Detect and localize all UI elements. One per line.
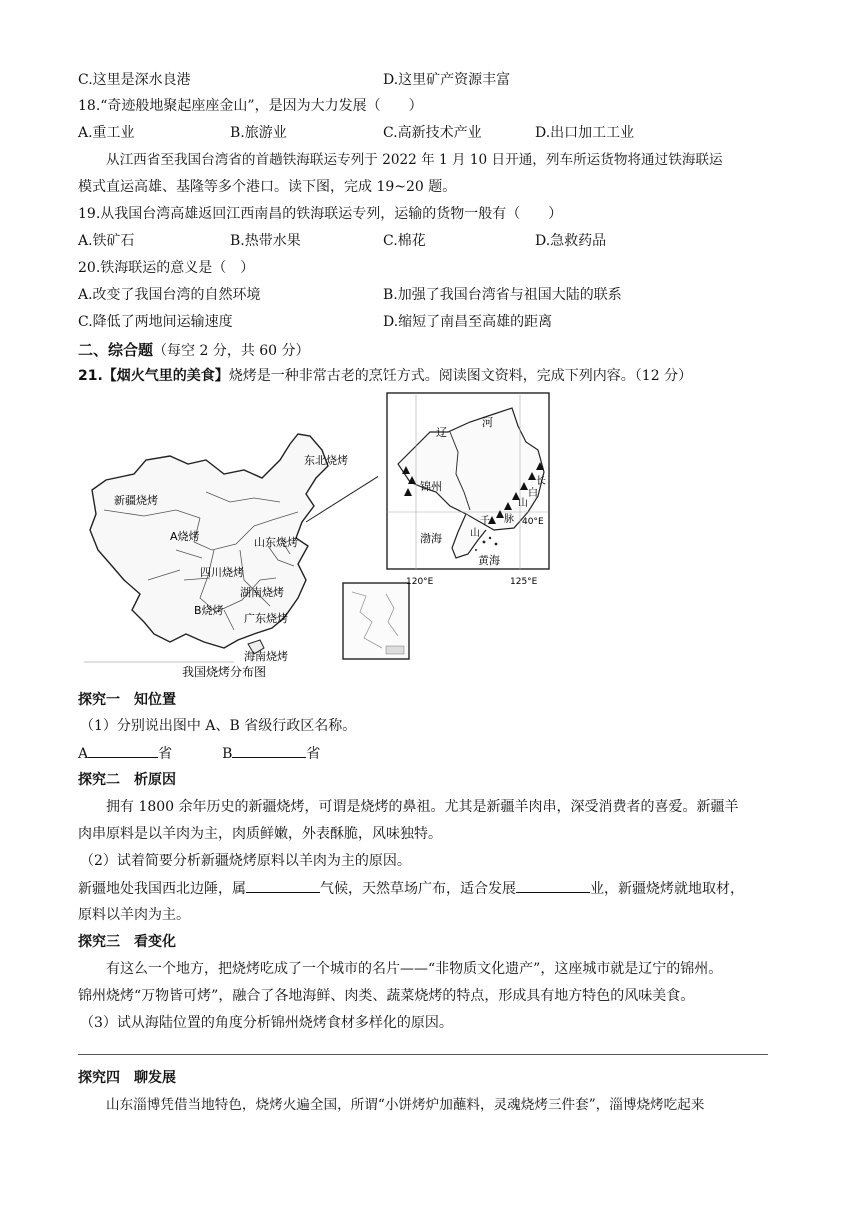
label-120e: 120°E [406, 577, 434, 587]
label-bohai: 渤海 [420, 532, 442, 545]
label-guangdong: 广东烧烤 [244, 612, 288, 625]
answer-b-suffix: 省 [306, 746, 321, 762]
connector-line [306, 474, 378, 522]
q19-option-d: D.急救药品 [535, 233, 607, 249]
explore3-para-line1: 有这么一个地方，把烧烤吃成了一个城市的名片——“非物质文化遗产”，这座城市就是辽宁的锦州。 [106, 961, 723, 977]
label-125e: 125°E [510, 577, 538, 587]
explore2-para-line2: 肉串原料是以羊肉为主，肉质鲜嫩，外表酥脆，风味独特。 [78, 826, 442, 842]
climate-blank[interactable] [246, 878, 320, 893]
q21-title: 21.【烟火气里的美食】 [78, 368, 229, 384]
label-40e: 40°E [522, 517, 544, 527]
section-title: 二、综合题 [78, 341, 154, 359]
explore1-answer-line [78, 743, 320, 764]
answer-a-suffix: 省 [158, 746, 173, 762]
explore2-question: （2）试着简要分析新疆烧烤原料以羊肉为主的原因。 [80, 853, 411, 869]
liaoning-inset-map [386, 392, 550, 590]
explore4-title: 探究四 聊发展 [78, 1070, 176, 1086]
label-he: 河 [482, 416, 493, 429]
china-bbq-map [84, 430, 378, 680]
section-note: （每空 2 分，共 60 分） [153, 343, 310, 359]
q20-option-b: B.加强了我国台湾省与祖国大陆的联系 [383, 287, 622, 303]
q19-stem: 19.从我国台湾高雄返回江西南昌的铁海联运专列，运输的货物一般有（ ） [78, 206, 563, 222]
q18-stem: 18.“奇迹般地聚起座座金山”，是因为大力发展（ ） [78, 98, 423, 114]
q20-option-d: D.缩短了南昌至高雄的距离 [383, 314, 553, 330]
industry-blank[interactable] [516, 878, 590, 893]
explore2-answer-line1 [78, 878, 744, 899]
label-shandong: 山东烧烤 [254, 536, 298, 549]
label-hainan: 海南烧烤 [244, 650, 288, 663]
label-sichuan: 四川烧烤 [200, 566, 244, 579]
explore3-para-line2: 锦州烧烤“万物皆可烤”，融合了各地海鲜、肉类、蔬菜烧烤的特点，形成具有地方特色的风味美食。 [78, 988, 695, 1004]
answer2-part1: 新疆地处我国西北边陲，属 [78, 881, 246, 897]
explore3-question: （3）试从海陆位置的角度分析锦州烧烤食材多样化的原因。 [80, 1015, 453, 1031]
label-hunan: 湖南烧烤 [240, 586, 284, 599]
q17-option-c: C.这里是深水良港 [78, 72, 191, 88]
explore2-para-line1: 拥有 1800 余年历史的新疆烧烤，可谓是烧烤的鼻祖。尤其是新疆羊肉串，深受消费者的喜爱。新疆羊 [106, 799, 739, 815]
label-a: A烧烤 [170, 530, 200, 543]
map-caption: 我国烧烤分布图 [182, 665, 267, 679]
label-huanghai: 黄海 [478, 554, 500, 567]
label-dongbei: 东北烧烤 [304, 454, 348, 467]
explore3-title: 探究三 看变化 [78, 934, 176, 950]
answer-line[interactable] [78, 1054, 768, 1055]
answer2-part3: 业，新疆烧烤就地取材， [590, 881, 744, 897]
q19-option-c: C.棉花 [383, 233, 426, 249]
intro-paragraph-line1: 从江西省至我国台湾省的首趟铁海联运专列于 2022 年 1 月 10 日开通，列车所运货物将通过铁海联运 [106, 152, 723, 168]
label-liao: 辽 [436, 426, 447, 439]
label-jinzhou: 锦州 [420, 480, 442, 493]
q20-stem: 20.铁海联运的意义是（ ） [78, 260, 255, 276]
label-mai: 脉 [504, 514, 514, 525]
label-shan1: 山 [518, 498, 528, 509]
explore2-answer-line2: 原料以羊肉为主。 [78, 907, 190, 923]
answer-a-prefix: A [78, 746, 89, 762]
explore4-para-line1: 山东淄博凭借当地特色，烧烤火遍全国，所谓“小饼烤炉加蘸料，灵魂烧烤三件套”，淄博烧烤吃起来 [106, 1097, 705, 1113]
answer-b-prefix: B [222, 746, 233, 762]
south-china-sea-inset [342, 582, 410, 660]
explore1-title: 探究一 知位置 [78, 692, 176, 708]
explore2-title: 探究二 析原因 [78, 772, 176, 788]
q18-option-a: A.重工业 [78, 125, 135, 141]
q21-heading [78, 366, 692, 386]
label-shan2: 山 [470, 528, 480, 539]
label-xinjiang: 新疆烧烤 [114, 494, 158, 507]
q20-option-c: C.降低了两地间运输速度 [78, 314, 233, 330]
q21-text: 烧烤是一种非常古老的烹饪方式。阅读图文资料，完成下列内容。（12 分） [228, 368, 693, 384]
label-chang: 长 [536, 476, 546, 487]
label-qian: 千 [480, 516, 490, 527]
answer2-part2: 气候，天然草场广布，适合发展 [320, 881, 516, 897]
intro-paragraph-line2: 模式直运高雄、基隆等多个港口。读下图，完成 19~20 题。 [78, 179, 457, 195]
q18-option-b: B.旅游业 [230, 125, 287, 141]
section-heading [78, 340, 310, 361]
label-b: B烧烤 [194, 604, 224, 617]
label-bai: 白 [528, 488, 538, 499]
q19-option-b: B.热带水果 [230, 233, 301, 249]
q20-option-a: A.改变了我国台湾的自然环境 [78, 287, 261, 303]
q18-option-c: C.高新技术产业 [383, 125, 482, 141]
q17-option-d: D.这里矿产资源丰富 [383, 72, 511, 88]
explore1-question: （1）分别说出图中 A、B 省级行政区名称。 [80, 718, 357, 734]
answer-a-blank[interactable] [88, 743, 158, 758]
answer-b-blank[interactable] [232, 743, 306, 758]
q19-option-a: A.铁矿石 [78, 233, 135, 249]
q18-option-d: D.出口加工工业 [535, 125, 635, 141]
